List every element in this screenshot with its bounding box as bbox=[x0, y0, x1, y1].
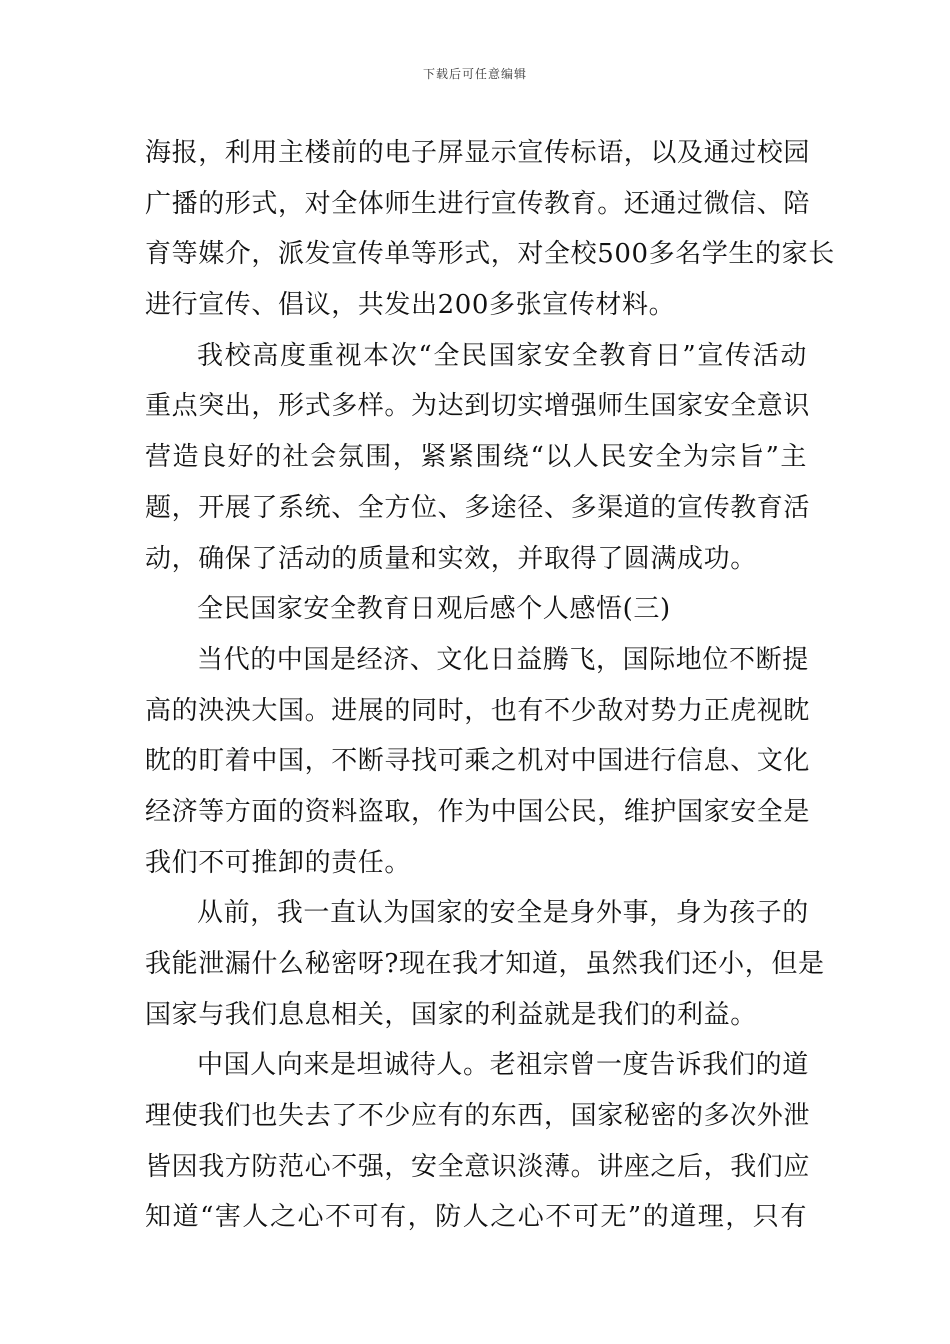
text-line: 我们不可推卸的责任。 bbox=[145, 847, 412, 878]
text-line: 知道“害人之心不可有，防人之心不可无”的道理，只有 bbox=[145, 1202, 807, 1233]
document-body bbox=[145, 128, 835, 1243]
text-line: 当代的中国是经济、文化日益腾飞，国际地位不断提 bbox=[197, 644, 809, 675]
text-line: 皆因我方防范心不强，安全意识淡薄。讲座之后，我们应 bbox=[145, 1151, 811, 1182]
text-line: 育等媒介，派发宣传单等形式，对全校500多名学生的家长 bbox=[145, 239, 835, 270]
text-line: 我校高度重视本次“全民国家安全教育日”宣传活动 bbox=[197, 340, 807, 371]
text-line: 中国人向来是坦诚待人。老祖宗曾一度告诉我们的道 bbox=[197, 1050, 809, 1081]
page-header: 下载后可任意编辑 bbox=[422, 67, 527, 81]
text-line: 题，开展了系统、全方位、多途径、多渠道的宣传教育活 bbox=[145, 492, 811, 523]
text-line: 经济等方面的资料盗取，作为中国公民，维护国家安全是 bbox=[145, 796, 811, 827]
text-line: 进行宣传、倡议，共发出200多张宣传材料。 bbox=[145, 290, 676, 321]
text-line: 从前，我一直认为国家的安全是身外事，身为孩子的 bbox=[197, 898, 809, 929]
text-line: 营造良好的社会氛围，紧紧围绕“以人民安全为宗旨”主 bbox=[145, 442, 807, 473]
text-line: 广播的形式，对全体师生进行宣传教育。还通过微信、陪 bbox=[145, 188, 811, 219]
text-line: 海报，利用主楼前的电子屏显示宣传标语，以及通过校园 bbox=[145, 138, 811, 168]
text-line: 国家与我们息息相关，国家的利益就是我们的利益。 bbox=[145, 999, 757, 1030]
text-line: 高的泱泱大国。进展的同时，也有不少敌对势力正虎视眈 bbox=[145, 695, 811, 726]
section-title: 全民国家安全教育日观后感个人感悟(三) bbox=[197, 594, 671, 625]
text-line: 眈的盯着中国，不断寻找可乘之机对中国进行信息、文化 bbox=[145, 746, 811, 777]
text-line: 理使我们也失去了不少应有的东西，国家秘密的多次外泄 bbox=[145, 1101, 811, 1132]
text-line: 重点突出，形式多样。为达到切实增强师生国家安全意识 bbox=[145, 391, 811, 422]
text-line: 我能泄漏什么秘密呀?现在我才知道，虽然我们还小，但是 bbox=[145, 949, 825, 979]
text-line: 动，确保了活动的质量和实效，并取得了圆满成功。 bbox=[145, 543, 757, 574]
